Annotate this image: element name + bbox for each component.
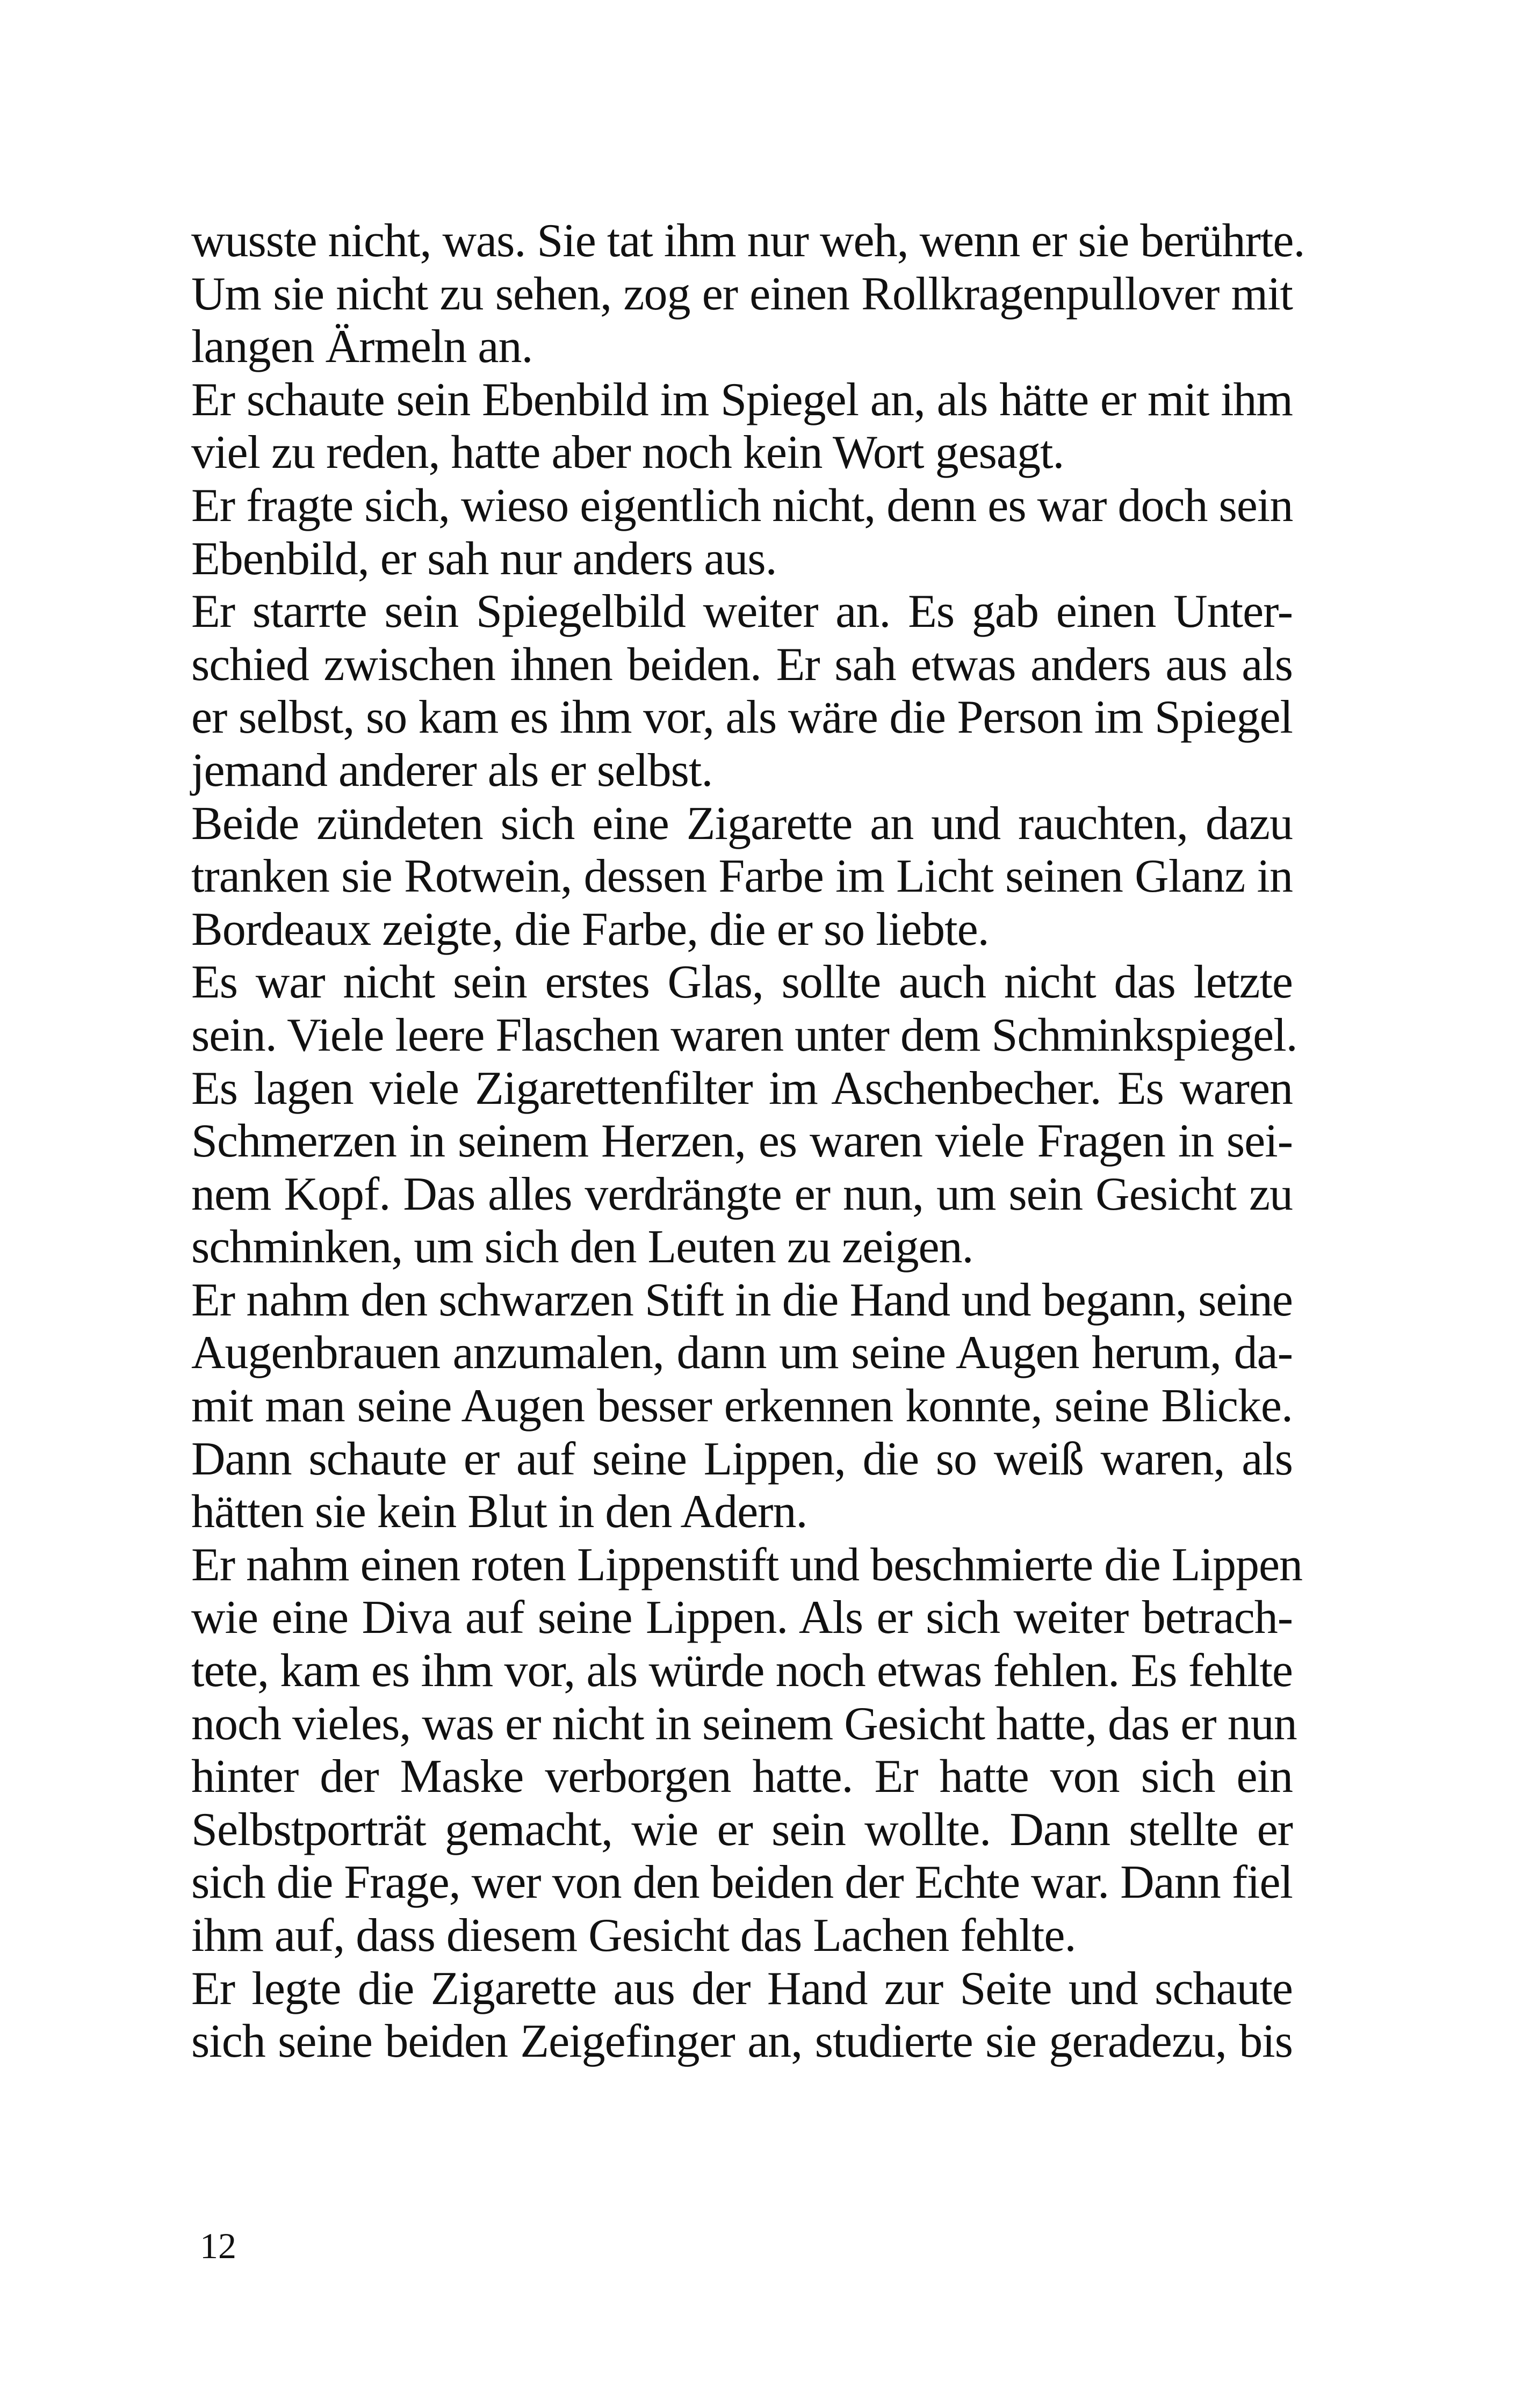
text-line: noch vieles, was er nicht in seinem Gesicht hatte, das er nun	[191, 1697, 1297, 1750]
text-line: Er starrte sein Spiegelbild weiter an. Es gab einen Unter-	[191, 585, 1293, 638]
text-line: langen Ärmeln an.	[191, 321, 533, 373]
text-line: jemand anderer als er selbst.	[191, 744, 713, 797]
text-line: Es lagen viele Zigarettenfilter im Aschenbecher. Es waren	[191, 1062, 1293, 1115]
text-line: Er nahm den schwarzen Stift in die Hand und begann, seine	[191, 1274, 1293, 1326]
text-line: Bordeaux zeigte, die Farbe, die er so liebte.	[191, 903, 989, 956]
text-line: wie eine Diva auf seine Lippen. Als er sich weiter betrach-	[191, 1592, 1293, 1644]
text-line: wusste nicht, was. Sie tat ihm nur weh, wenn er sie berührte.	[191, 215, 1305, 267]
text-line: tete, kam es ihm vor, als würde noch etwas fehlen. Es fehlte	[191, 1645, 1293, 1697]
text-line: nem Kopf. Das alles verdrängte er nun, um sein Gesicht zu	[191, 1168, 1293, 1220]
page-number: 12	[200, 2225, 236, 2266]
text-line: Es war nicht sein erstes Glas, sollte auch nicht das letzte	[191, 956, 1293, 1009]
text-line: Um sie nicht zu sehen, zog er einen Rollkragenpullover mit	[191, 267, 1293, 320]
text-line: Selbstporträt gemacht, wie er sein wollte. Dann stellte er	[191, 1803, 1293, 1856]
text-line: sein. Viele leere Flaschen waren unter dem Schminkspiegel.	[191, 1009, 1297, 1061]
text-line: ihm auf, dass diesem Gesicht das Lachen fehlte.	[191, 1910, 1076, 1962]
text-line: Augenbrauen anzumalen, dann um seine Augen herum, da-	[191, 1327, 1293, 1379]
text-line: Beide zündeten sich eine Zigarette an und rauchten, dazu	[191, 797, 1293, 850]
text-line: sich die Frage, wer von den beiden der Echte war. Dann fiel	[191, 1856, 1293, 1909]
text-line: hätten sie kein Blut in den Adern.	[191, 1486, 807, 1538]
text-line: mit man seine Augen besser erkennen konnte, seine Blicke.	[191, 1380, 1293, 1433]
text-line: Er nahm einen roten Lippenstift und beschmierte die Lippen	[191, 1538, 1303, 1591]
body-text	[191, 215, 1305, 2069]
text-line: Er legte die Zigarette aus der Hand zur Seite und schaute	[191, 1962, 1293, 2015]
text-line: tranken sie Rotwein, dessen Farbe im Licht seinen Glanz in	[191, 850, 1293, 903]
text-line: schminken, um sich den Leuten zu zeigen.	[191, 1221, 973, 1274]
text-line: Ebenbild, er sah nur anders aus.	[191, 532, 777, 585]
text-line: viel zu reden, hatte aber noch kein Wort gesagt.	[191, 426, 1064, 479]
text-line: er selbst, so kam es ihm vor, als wäre die Person im Spiegel	[191, 691, 1293, 744]
text-line: schied zwischen ihnen beiden. Er sah etwas anders aus als	[191, 638, 1293, 691]
text-line: sich seine beiden Zeigefinger an, studierte sie geradezu, bis	[191, 2015, 1293, 2068]
text-line: Er schaute sein Ebenbild im Spiegel an, als hätte er mit ihm	[191, 373, 1293, 426]
text-line: Er fragte sich, wieso eigentlich nicht, denn es war doch sein	[191, 479, 1293, 532]
text-line: Dann schaute er auf seine Lippen, die so weiß waren, als	[191, 1433, 1293, 1485]
text-line: Schmerzen in seinem Herzen, es waren viele Fragen in sei-	[191, 1115, 1293, 1168]
text-line: hinter der Maske verborgen hatte. Er hatte von sich ein	[191, 1751, 1293, 1803]
